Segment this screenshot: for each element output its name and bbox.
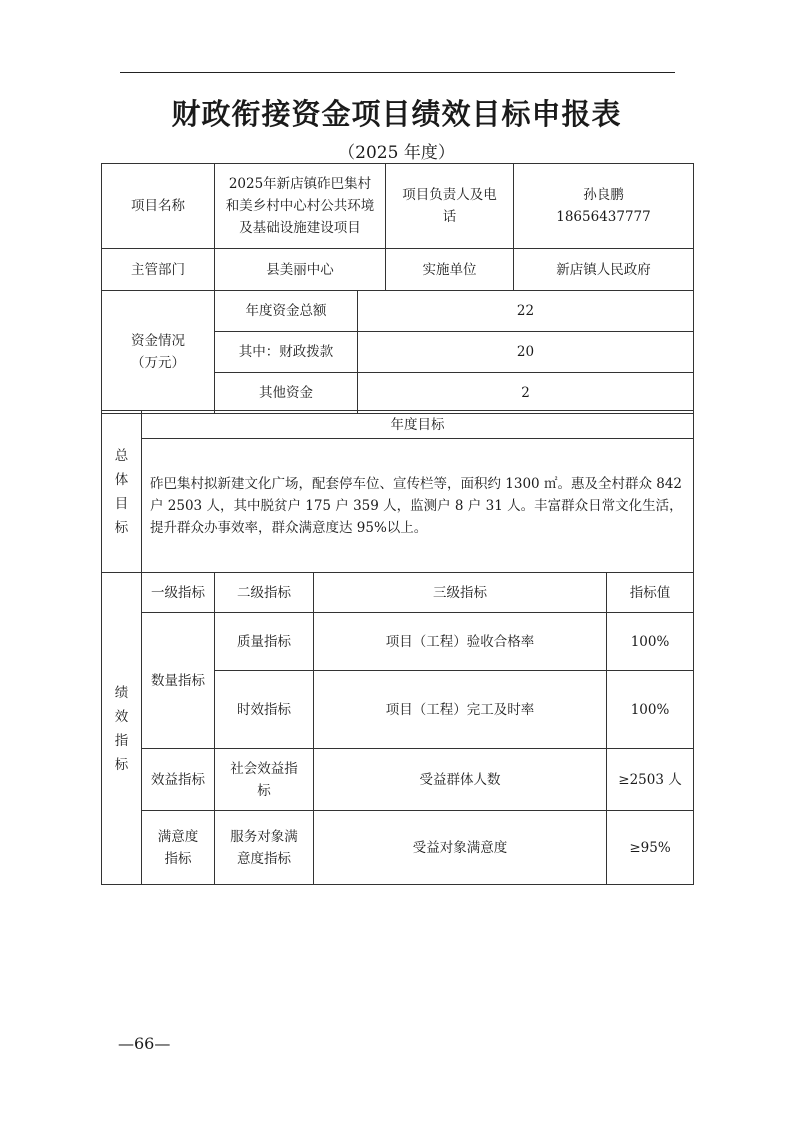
funding-item-label: 年度资金总额 <box>215 291 358 332</box>
project-name-value: 2025年新店镇砟巴集村和美乡村中心村公共环境及基础设施建设项目 <box>215 164 386 249</box>
funding-label-line2: （万元） <box>131 355 185 371</box>
indicator-value: ≥95% <box>607 811 694 885</box>
overall-header: 年度目标 <box>142 411 694 439</box>
indicator-level3: 受益对象满意度 <box>314 811 607 885</box>
indicator-level2: 质量指标 <box>215 613 314 671</box>
indicator-row <box>102 811 694 885</box>
indicator-value: 100% <box>607 613 694 671</box>
funding-item-label: 其中：财政拨款 <box>215 332 358 373</box>
overall-objective-block <box>101 410 693 573</box>
funding-item-label: 其他资金 <box>215 373 358 414</box>
indicator-level2: 时效指标 <box>215 671 314 749</box>
header-value: 指标值 <box>607 573 694 613</box>
overall-objective-table <box>101 410 694 573</box>
indicator-level2: 服务对象满意度指标 <box>215 811 314 885</box>
project-name-label: 项目名称 <box>102 164 215 249</box>
project-leader-label: 项目负责人及电话 <box>386 164 514 249</box>
project-name-row <box>102 164 694 249</box>
performance-table <box>101 572 694 885</box>
performance-header-row <box>102 573 694 613</box>
overall-text: 砟巴集村拟新建文化广场，配套停车位、宣传栏等，面积约 1300 ㎡。惠及全村群众 842 户 2503 人，其中脱贫户 175 户 359 人，监测户 8 户 31 人。丰富群众日常文化生活，提升群众办事效率，群众满意度达 95%以上。 <box>142 439 694 573</box>
indicator-level3: 项目（工程）验收合格率 <box>314 613 607 671</box>
project-info-table <box>101 163 694 291</box>
project-leader-phone: 18656437777 <box>556 209 651 225</box>
funding-item-value: 2 <box>358 373 694 414</box>
funding-item-value: 22 <box>358 291 694 332</box>
project-leader-cell <box>514 164 694 249</box>
project-info-block <box>101 163 693 414</box>
benefit-level1: 效益指标 <box>142 749 215 811</box>
impl-value: 新店镇人民政府 <box>514 249 694 291</box>
overall-header-row <box>102 411 694 439</box>
funding-item-value: 20 <box>358 332 694 373</box>
performance-block <box>101 572 693 885</box>
document-title: 财政衔接资金项目绩效目标申报表 <box>171 97 622 131</box>
header-rule <box>120 72 675 73</box>
indicator-row <box>102 749 694 811</box>
header-level2: 二级指标 <box>215 573 314 613</box>
funding-table <box>101 290 694 414</box>
header-level3: 三级指标 <box>314 573 607 613</box>
dept-value: 县美丽中心 <box>215 249 386 291</box>
impl-label: 实施单位 <box>386 249 514 291</box>
document-subtitle: （2025 年度） <box>338 143 455 163</box>
overall-side-label: 总体目标 <box>102 411 142 573</box>
page-number: —66— <box>118 1034 171 1053</box>
indicator-value: 100% <box>607 671 694 749</box>
department-row <box>102 249 694 291</box>
funding-label-line1: 资金情况 <box>131 333 185 349</box>
project-leader-name: 孙良鹏 <box>583 187 624 203</box>
indicator-level2: 社会效益指标 <box>215 749 314 811</box>
header-level1: 一级指标 <box>142 573 215 613</box>
dept-label: 主管部门 <box>102 249 215 291</box>
funding-label <box>102 291 215 414</box>
performance-side-label: 绩效指标 <box>102 573 142 885</box>
quantity-level1: 数量指标 <box>142 613 215 749</box>
satisfaction-level1: 满意度指标 <box>142 811 215 885</box>
funding-row <box>102 291 694 332</box>
overall-text-row <box>102 439 694 573</box>
indicator-level3: 项目（工程）完工及时率 <box>314 671 607 749</box>
indicator-row <box>102 613 694 671</box>
indicator-level3: 受益群体人数 <box>314 749 607 811</box>
indicator-value: ≥2503 人 <box>607 749 694 811</box>
